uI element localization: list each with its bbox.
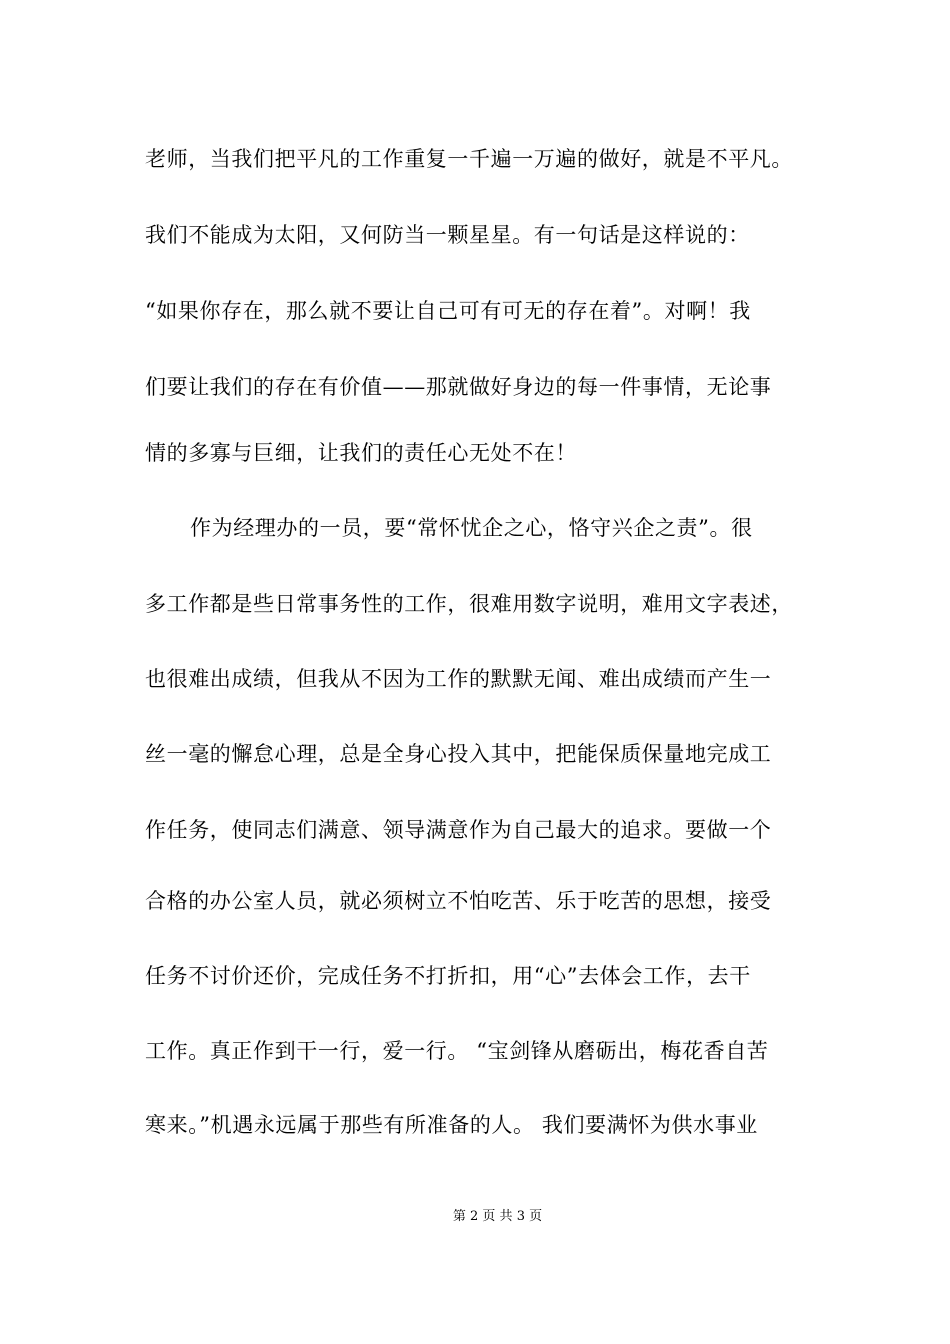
text-line: 寒来。”机遇永远属于那些有所准备的人。 我们要满怀为供水事业 [145, 1113, 758, 1137]
text-line: 作任务，使同志们满意、领导满意作为自己最大的追求。要做一个 [145, 818, 772, 842]
text-line: 老师，当我们把平凡的工作重复一千遍一万遍的做好，就是不平凡。 [145, 147, 793, 171]
text-line: 合格的办公室人员，就必须树立不怕吃苦、乐于吃苦的思想，接受 [145, 889, 772, 913]
text-line: 情的多寡与巨细，让我们的责任心无处不在！ [145, 441, 577, 465]
page-number-footer: 第 2 页 共 3 页 [452, 1209, 543, 1224]
text-line: “如果你存在，那么就不要让自己可有可无的存在着”。对啊！我 [145, 299, 751, 323]
text-line: 任务不讨价还价，完成任务不打折扣，用“心”去体会工作，去干 [145, 964, 751, 988]
text-line: 丝一毫的懈怠心理，总是全身心投入其中，把能保质保量地完成工 [145, 742, 772, 766]
text-line: 多工作都是些日常事务性的工作，很难用数字说明，难用文字表述， [145, 592, 793, 616]
paragraph-start-line: 作为经理办的一员，要“常怀忧企之心，恪守兴企之责”。很 [190, 516, 753, 540]
text-line: 也很难出成绩，但我从不因为工作的默默无闻、难出成绩而产生一 [145, 667, 772, 691]
text-line: 们要让我们的存在有价值——那就做好身边的每一件事情，无论事 [145, 375, 772, 399]
text-line: 我们不能成为太阳，又何防当一颗星星。有一句话是这样说的： [145, 223, 750, 247]
text-line: 工作。真正作到干一行，爱一行。 “宝剑锋从磨砺出，梅花香自苦 [145, 1039, 769, 1063]
